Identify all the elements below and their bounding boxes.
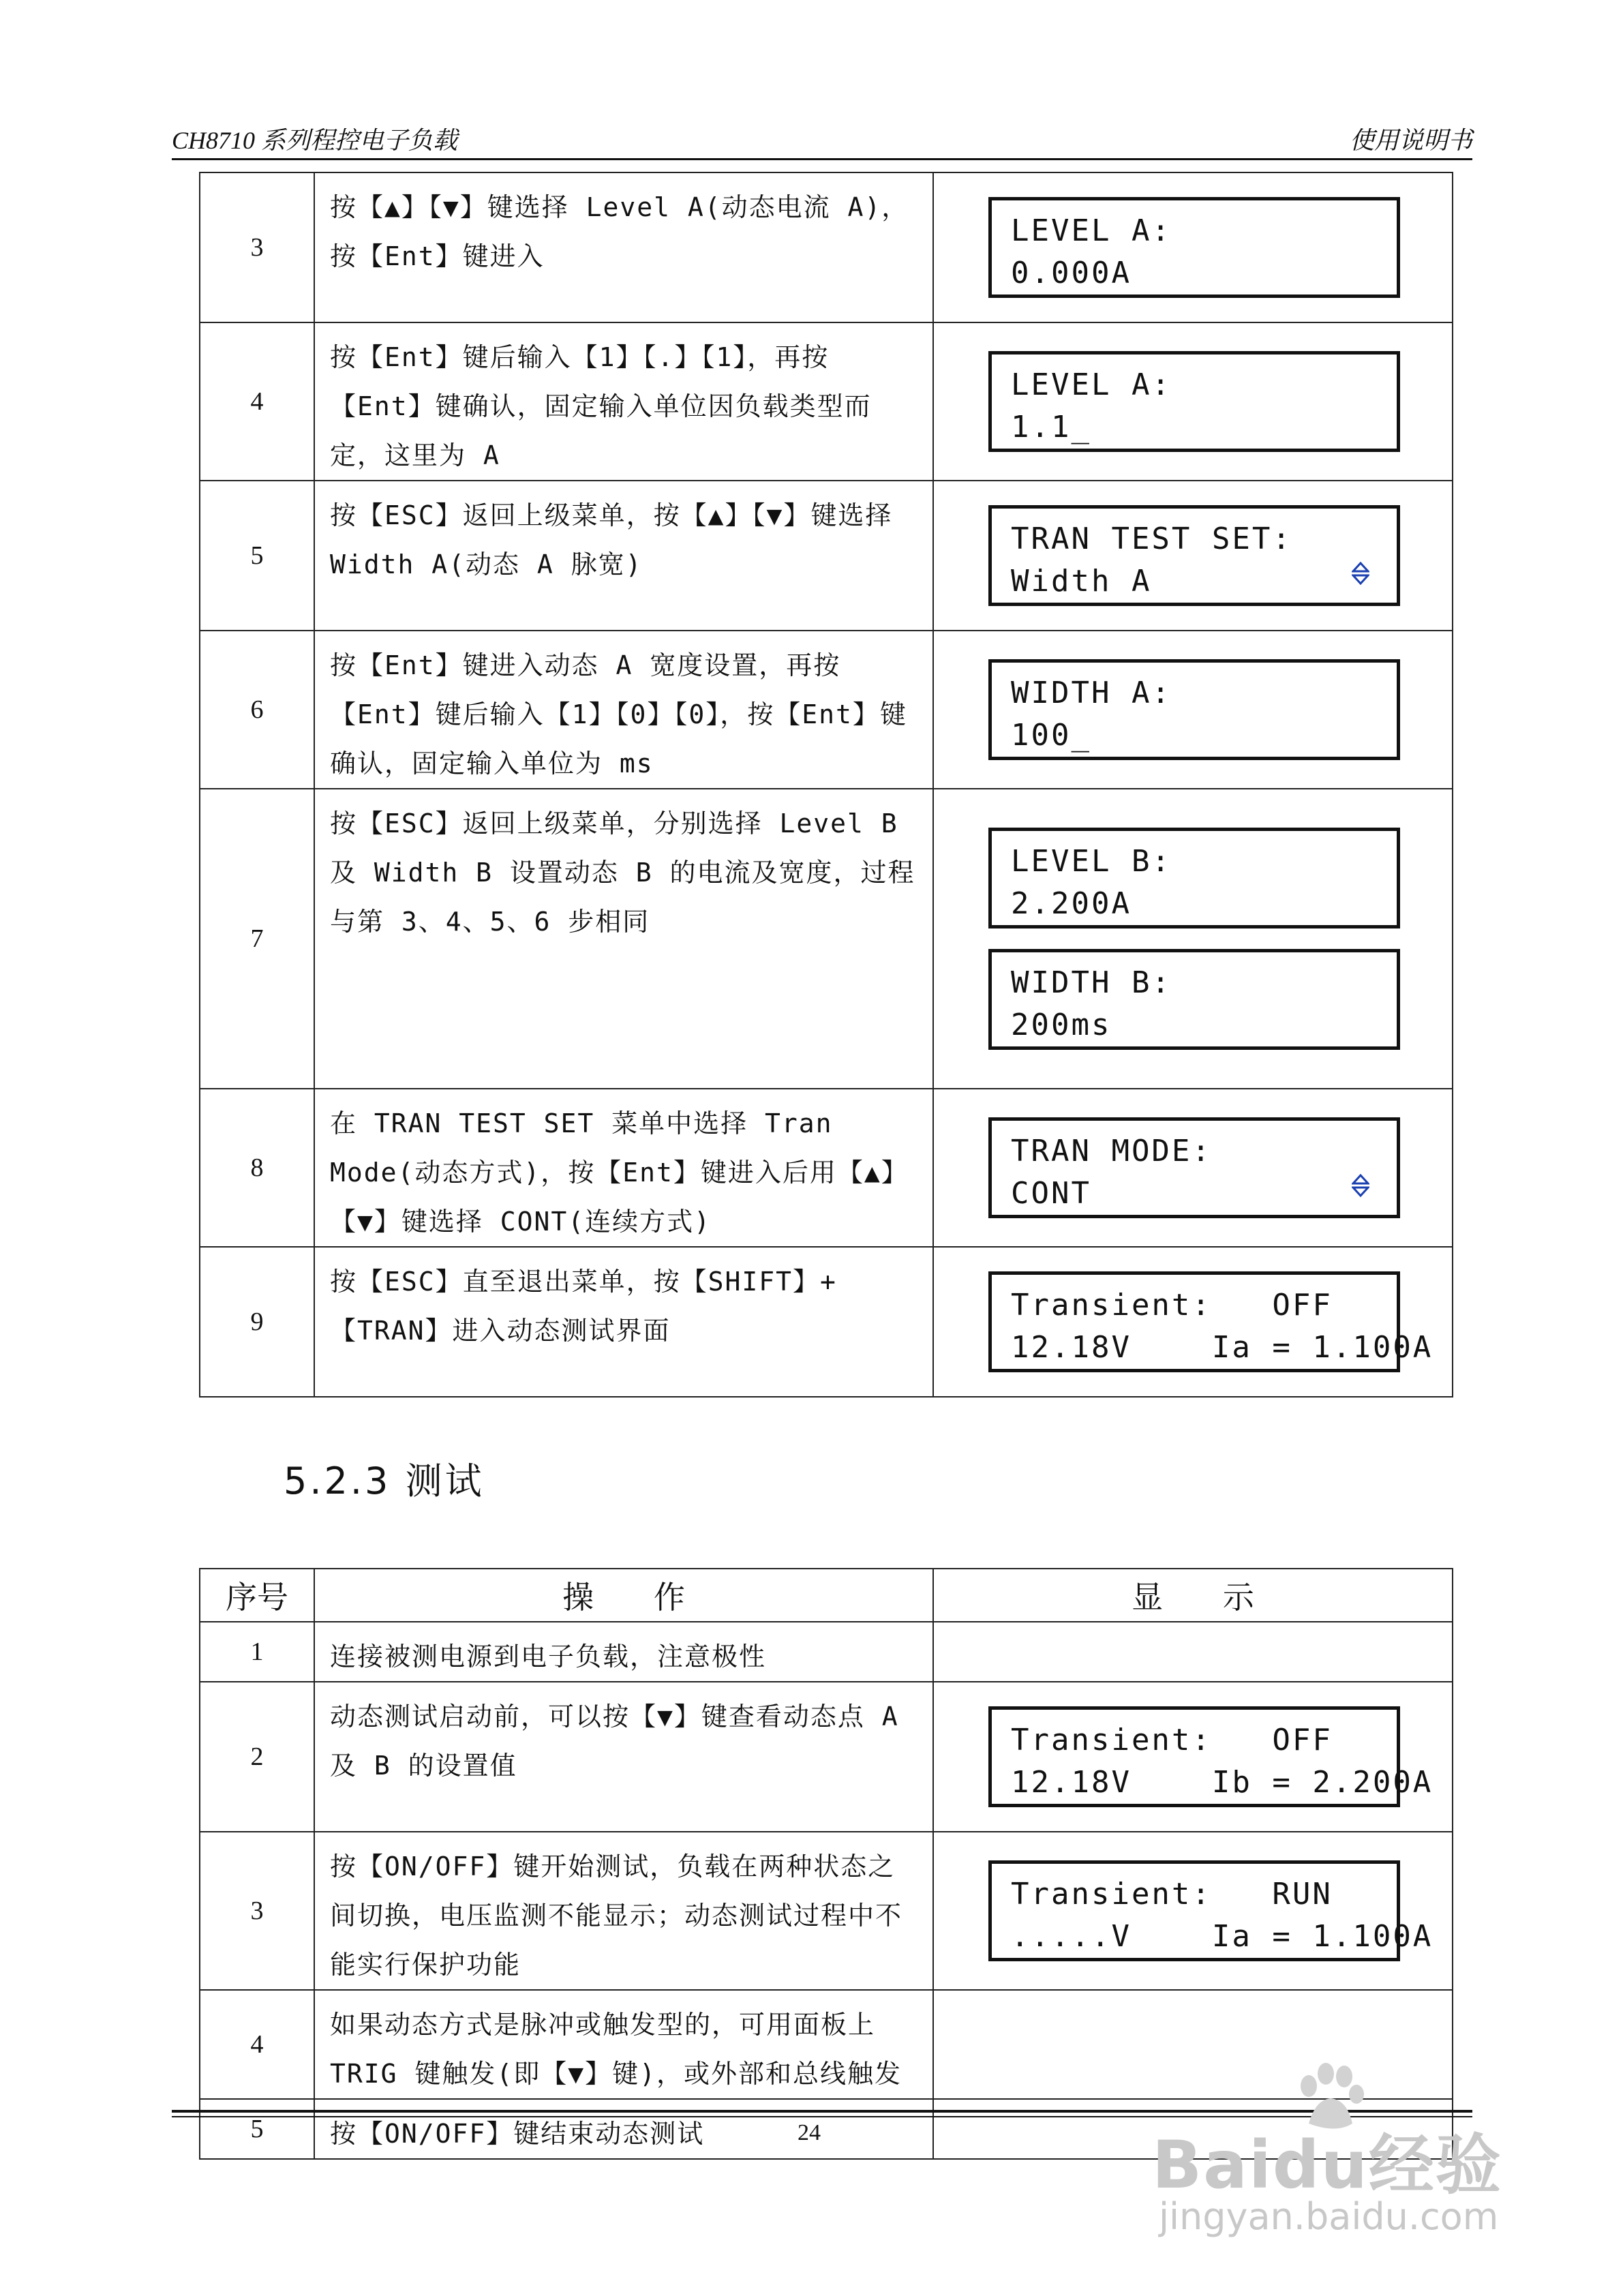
step-instruction: 按【ON/OFF】键开始测试，负载在两种状态之间切换，电压监测不能显示；动态测试过程中不能实行保护功能 [314, 1832, 933, 1990]
step-number: 2 [200, 1682, 314, 1832]
baidu-watermark [1152, 2059, 1534, 2263]
step-number: 8 [200, 1089, 314, 1247]
lcd-line-1: Transient: OFF [1011, 1723, 1333, 1757]
lcd-display [988, 659, 1400, 760]
table-row [200, 172, 1453, 322]
lcd-line-1: Transient: OFF [1011, 1288, 1333, 1323]
lcd-display [988, 505, 1400, 606]
step-instruction: 如果动态方式是脉冲或触发型的，可用面板上 TRIG 键触发(即【▼】键)，或外部和总线触发 [314, 1990, 933, 2099]
display-cell [933, 789, 1453, 1089]
display-cell [933, 631, 1453, 789]
step-number: 9 [200, 1247, 314, 1397]
step-instruction: 按【ON/OFF】键结束动态测试 [314, 2099, 933, 2159]
step-instruction: 按【ESC】返回上级菜单，分别选择 Level B 及 Width B 设置动态 B 的电流及宽度，过程与第 3、4、5、6 步相同 [314, 789, 933, 1089]
table-row [200, 322, 1453, 481]
lcd-display [988, 1271, 1434, 1372]
lcd-line-1: LEVEL A: [1011, 367, 1172, 402]
step-instruction: 按【ESC】直至退出菜单，按【SHIFT】+【TRAN】进入动态测试界面 [314, 1247, 933, 1397]
table-row [200, 481, 1453, 631]
lcd-display [988, 197, 1400, 298]
step-number: 5 [200, 2099, 314, 2159]
lcd-line-2: 1.1_ [1011, 410, 1091, 444]
step-instruction: 连接被测电源到电子负载，注意极性 [314, 1622, 933, 1682]
section-title: 5.2.3 测试 [284, 1460, 485, 1502]
table-row [200, 1247, 1453, 1397]
lcd-display [988, 351, 1400, 452]
lcd-display [988, 1706, 1434, 1807]
lcd-line-2: 12.18V Ib = 2.200A [1011, 1765, 1434, 1800]
lcd-display [988, 1860, 1434, 1961]
step-instruction: 在 TRAN TEST SET 菜单中选择 Tran Mode(动态方式)，按【Ent】键进入后用【▲】【▼】键选择 CONT(连续方式) [314, 1089, 933, 1247]
table-row [200, 1832, 1453, 1990]
step-instruction: 按【Ent】键进入动态 A 宽度设置，再按【Ent】键后输入【1】【0】【0】，按【Ent】键确认，固定输入单位为 ms [314, 631, 933, 789]
col-header-num: 序号 [200, 1569, 314, 1622]
procedure-table-1 [199, 172, 1453, 1398]
header-title: CH8710 系列程控电子负载 [172, 127, 458, 154]
step-number: 4 [200, 1990, 314, 2099]
up-down-arrow-icon [1352, 1174, 1369, 1197]
lcd-line-1: TRAN MODE: [1011, 1134, 1212, 1168]
display-cell [933, 1247, 1453, 1397]
display-cell [933, 1832, 1453, 1990]
page-number: 24 [798, 2120, 821, 2145]
lcd-line-2: 200ms [1011, 1008, 1112, 1042]
display-cell [933, 1622, 1453, 1682]
display-cell [933, 322, 1453, 481]
lcd-line-1: WIDTH A: [1011, 676, 1172, 710]
lcd-line-1: TRAN TEST SET: [1011, 522, 1292, 556]
table-row [200, 1682, 1453, 1832]
step-instruction: 按【ESC】返回上级菜单，按【▲】【▼】键选择 Width A(动态 A 脉宽) [314, 481, 933, 631]
display-cell [933, 1089, 1453, 1247]
display-cell [933, 172, 1453, 322]
step-instruction: 按【Ent】键后输入【1】【.】【1】，再按【Ent】键确认，固定输入单位因负载类型而定，这里为 A [314, 322, 933, 481]
col-header-disp: 显 示 [933, 1569, 1453, 1622]
lcd-line-2: .....V Ia = 1.100A [1011, 1919, 1434, 1954]
step-instruction: 按【▲】【▼】键选择 Level A(动态电流 A)，按【Ent】键进入 [314, 172, 933, 322]
table-header-row [200, 1569, 1453, 1622]
lcd-line-1: LEVEL A: [1011, 213, 1172, 248]
watermark-url: jingyan.baidu.com [1159, 2195, 1499, 2238]
lcd-line-2: CONT [1011, 1176, 1091, 1211]
lcd-display [988, 828, 1400, 928]
display-cell [933, 481, 1453, 631]
watermark-brand: Baidu经验 [1152, 2127, 1502, 2203]
header-manual-label: 使用说明书 [1349, 127, 1472, 154]
lcd-display [988, 1117, 1400, 1218]
up-down-arrow-icon [1352, 562, 1369, 585]
table-row [200, 1089, 1453, 1247]
step-instruction: 动态测试启动前，可以按【▼】键查看动态点 A 及 B 的设置值 [314, 1682, 933, 1832]
page-header [172, 116, 1472, 160]
lcd-line-1: LEVEL B: [1011, 844, 1172, 879]
col-header-op: 操 作 [314, 1569, 933, 1622]
step-number: 6 [200, 631, 314, 789]
table-row [200, 631, 1453, 789]
step-number: 3 [200, 172, 314, 322]
lcd-line-2: 0.000A [1011, 256, 1132, 290]
step-number: 1 [200, 1622, 314, 1682]
lcd-line-2: Width A [1011, 564, 1152, 599]
lcd-line-1: Transient: RUN [1011, 1877, 1333, 1912]
lcd-line-1: WIDTH B: [1011, 965, 1172, 1000]
table-row [200, 1622, 1453, 1682]
step-number: 3 [200, 1832, 314, 1990]
display-cell [933, 1682, 1453, 1832]
lcd-line-2: 100_ [1011, 718, 1091, 753]
lcd-display [988, 949, 1400, 1050]
step-number: 7 [200, 789, 314, 1089]
lcd-line-2: 12.18V Ia = 1.100A [1011, 1330, 1434, 1365]
lcd-line-2: 2.200A [1011, 886, 1132, 921]
step-number: 4 [200, 322, 314, 481]
table-row [200, 789, 1453, 1089]
step-number: 5 [200, 481, 314, 631]
